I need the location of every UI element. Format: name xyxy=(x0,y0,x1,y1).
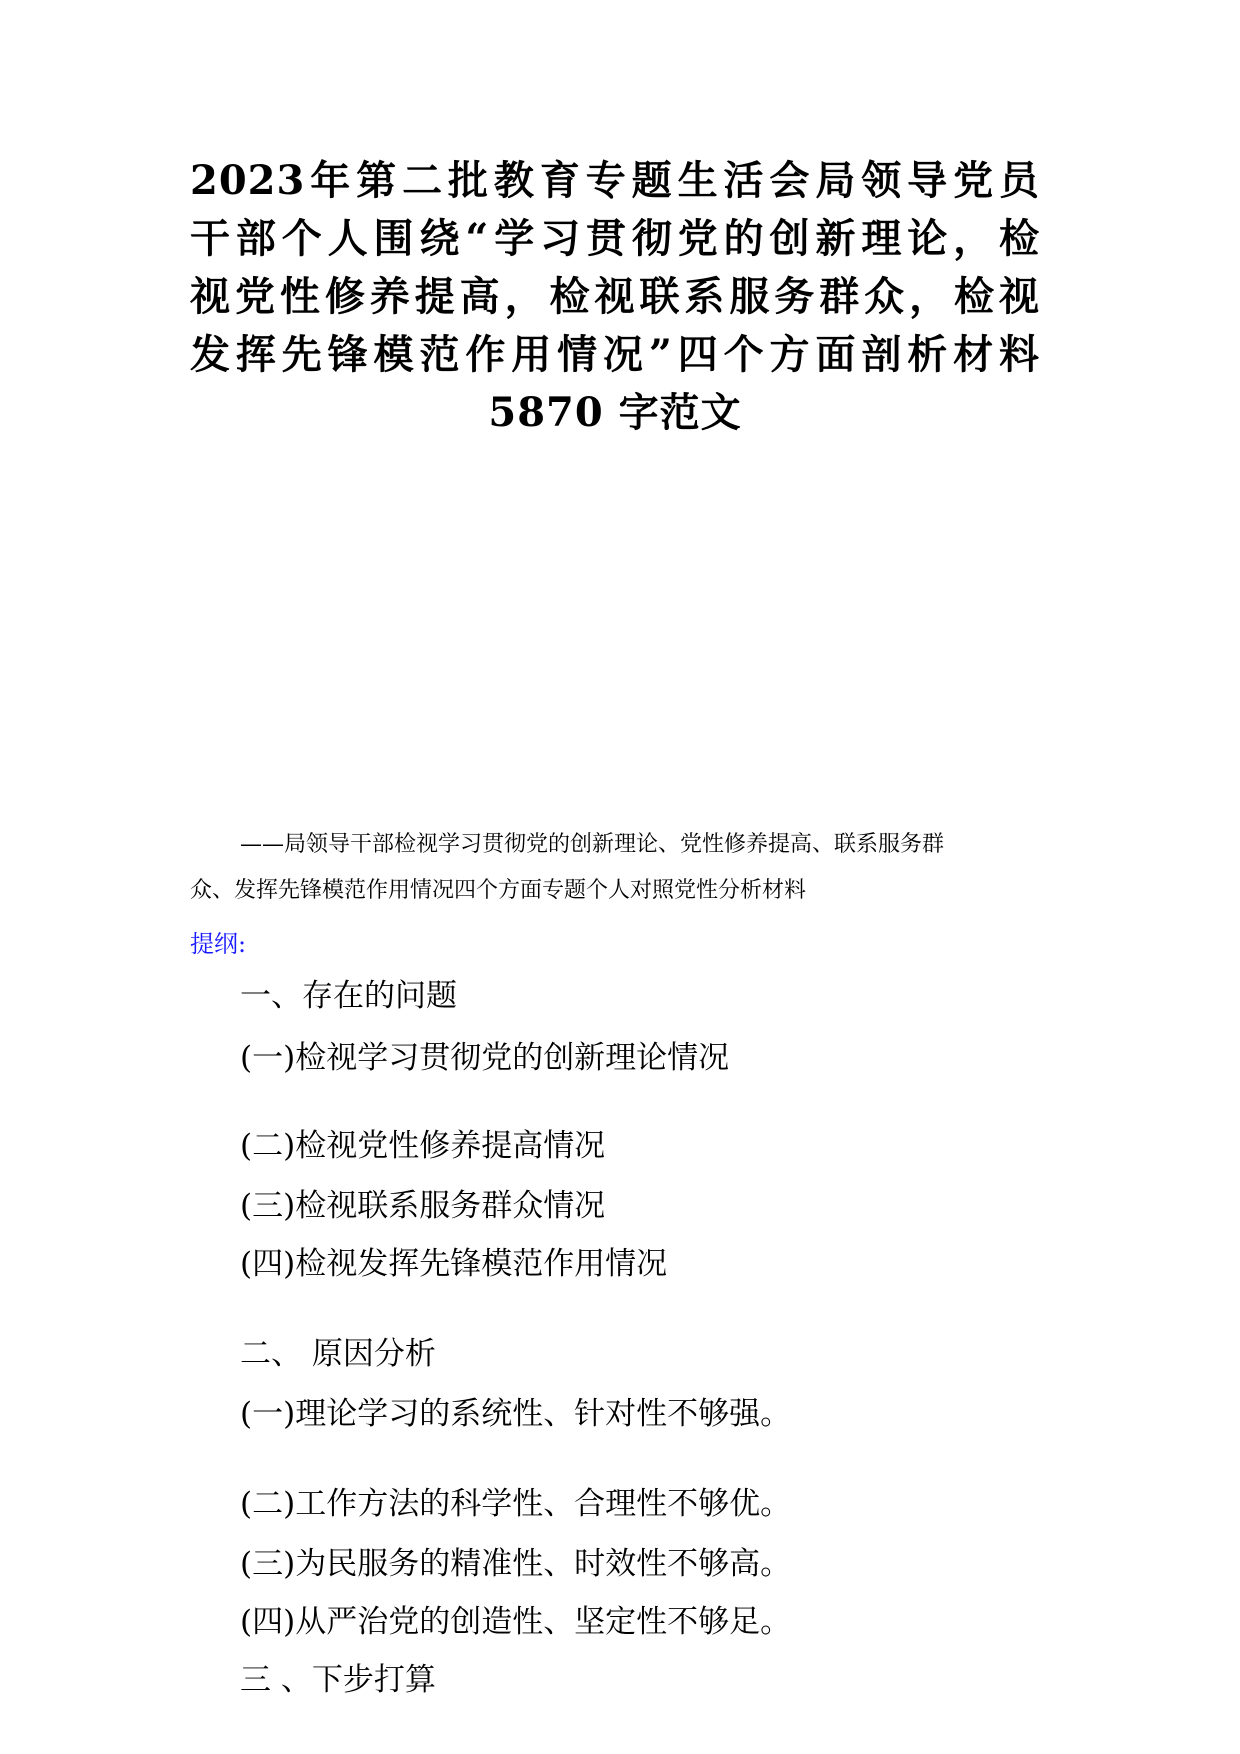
outline-section-2-item-4: (四)从严治党的创造性、坚定性不够足。 xyxy=(240,1604,792,1640)
outline-section-1-heading: 一、存在的问题 xyxy=(240,978,457,1014)
outline-section-3-heading: 三 、下步打算 xyxy=(240,1662,436,1698)
outline-label: 提纲: xyxy=(190,930,247,958)
subtitle-line-1: ——局领导干部检视学习贯彻党的创新理论、党性修养提高、联系服务群 xyxy=(240,832,945,857)
outline-section-1-item-1: (一)检视学习贯彻党的创新理论情况 xyxy=(240,1040,730,1076)
outline-section-1-item-3: (三)检视联系服务群众情况 xyxy=(240,1188,606,1224)
document-title xyxy=(190,152,1040,442)
outline-section-2-heading: 二、 原因分析 xyxy=(240,1336,436,1372)
title-line-4: 发挥先锋模范作用情况”四个方面剖析材料 xyxy=(190,331,1040,378)
outline-section-1-item-4: (四)检视发挥先锋模范作用情况 xyxy=(240,1246,668,1282)
outline-section-2-item-1: (一)理论学习的系统性、针对性不够强。 xyxy=(240,1396,792,1432)
title-line-5: 5870 字范文 xyxy=(488,389,742,436)
title-line-3: 视党性修养提高，检视联系服务群众，检视 xyxy=(190,273,1040,320)
document-subtitle xyxy=(190,822,1040,914)
outline-section-2-item-2: (二)工作方法的科学性、合理性不够优。 xyxy=(240,1486,792,1522)
outline-section-1-item-2: (二)检视党性修养提高情况 xyxy=(240,1128,606,1164)
subtitle-line-2: 众、发挥先锋模范作用情况四个方面专题个人对照党性分析材料 xyxy=(190,878,807,903)
outline-section-2-item-3: (三)为民服务的精准性、时效性不够高。 xyxy=(240,1546,792,1582)
title-line-2: 干部个人围绕“学习贯彻党的创新理论，检 xyxy=(190,215,1040,262)
title-line-1: 2023年第二批教育专题生活会局领导党员 xyxy=(190,157,1040,204)
